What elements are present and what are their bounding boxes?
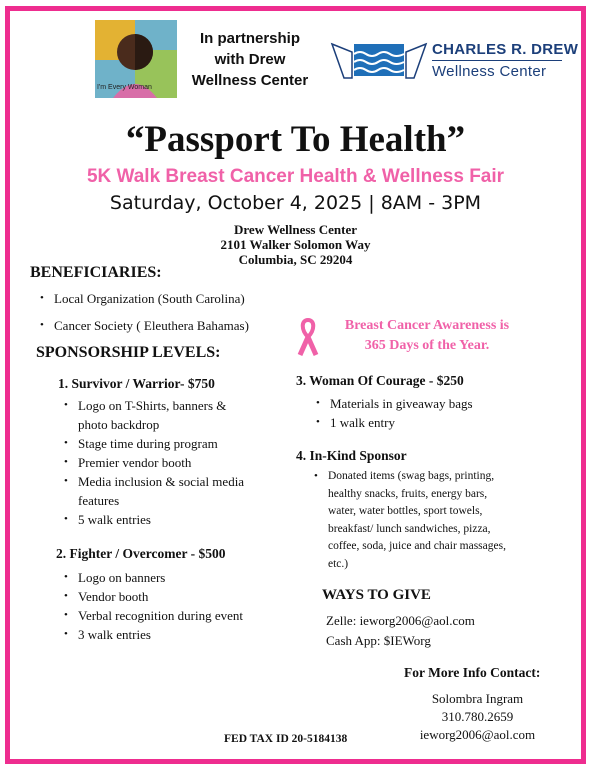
org-subtitle: Wellness Center bbox=[432, 63, 547, 80]
ways-to-give-heading: WAYS TO GIVE bbox=[322, 587, 431, 603]
list-item: • Media inclusion & social media features bbox=[62, 472, 252, 510]
list-item: • 5 walk entries bbox=[62, 510, 252, 529]
level-title: 3. Woman Of Courage - $250 bbox=[296, 373, 464, 388]
list-item: • Vendor booth bbox=[62, 587, 252, 606]
address-line: Drew Wellness Center bbox=[234, 222, 357, 237]
level-title: 2. Fighter / Overcomer - $500 bbox=[56, 546, 226, 561]
address-line: 2101 Walker Solomon Way bbox=[220, 237, 371, 252]
list-item: • Logo on banners bbox=[62, 568, 252, 587]
level-4-list bbox=[312, 468, 517, 573]
list-item: • Cancer Society ( Eleuthera Bahamas) bbox=[38, 316, 288, 335]
sponsorship-heading: SPONSORSHIP LEVELS: bbox=[36, 344, 221, 361]
event-subtitle: 5K Walk Breast Cancer Health & Wellness Fair bbox=[86, 166, 505, 187]
list-item: • Verbal recognition during event bbox=[62, 606, 252, 625]
contact-line: 310.780.2659 bbox=[441, 709, 514, 724]
tax-id: FED TAX ID 20-5184138 bbox=[224, 733, 348, 745]
partnership-text bbox=[180, 28, 320, 91]
list-item: • Premier vendor booth bbox=[62, 453, 252, 472]
pink-ribbon-icon bbox=[297, 317, 319, 357]
drew-logo-icon bbox=[330, 40, 428, 80]
partner-line: In partnership bbox=[199, 30, 300, 47]
artwork-caption: I'm Every Woman bbox=[97, 84, 152, 91]
give-line: Cash App: $IEWorg bbox=[326, 633, 431, 648]
give-line: Zelle: ieworg2006@aol.com bbox=[326, 613, 475, 628]
event-title: “Passport To Health” bbox=[125, 119, 466, 160]
level-3-list bbox=[314, 394, 534, 432]
ways-to-give-lines bbox=[326, 611, 475, 651]
org-name: CHARLES R. DREW bbox=[432, 41, 579, 58]
list-item: • Stage time during program bbox=[62, 434, 252, 453]
list-item: • Logo on T-Shirts, banners & photo backdrop bbox=[62, 396, 252, 434]
contact-line: Solombra Ingram bbox=[431, 691, 524, 706]
event-address bbox=[0, 222, 591, 267]
contact-lines bbox=[400, 690, 555, 744]
list-item: • 1 walk entry bbox=[314, 413, 534, 432]
beneficiaries-heading: BENEFICIARIES: bbox=[30, 264, 162, 281]
level-title: 4. In-Kind Sponsor bbox=[296, 448, 407, 463]
contact-heading: For More Info Contact: bbox=[404, 665, 541, 680]
event-date: Saturday, October 4, 2025 | 8AM - 3PM bbox=[109, 192, 482, 214]
awareness-line: Breast Cancer Awareness is bbox=[344, 318, 510, 333]
list-item: • Donated items (swag bags, printing, healthy snacks, fruits, energy bars, water, water bottles, sport towels, breakfast/ lunch sandwiches, pizza, coffee, soda, juice and chair massages, etc.) bbox=[312, 468, 517, 573]
contact-line: ieworg2006@aol.com bbox=[419, 727, 536, 742]
level-2-list bbox=[62, 568, 252, 644]
partner-line: Wellness Center bbox=[191, 72, 309, 89]
artwork-image bbox=[95, 20, 177, 98]
awareness-text bbox=[322, 316, 532, 356]
level-title bbox=[58, 376, 215, 392]
list-item: • Local Organization (South Carolina) bbox=[38, 289, 288, 308]
list-item: • Materials in giveaway bags bbox=[314, 394, 534, 413]
org-divider bbox=[432, 60, 562, 61]
beneficiaries-list bbox=[38, 289, 288, 335]
list-item: • 3 walk entries bbox=[62, 625, 252, 644]
level-1-list bbox=[62, 396, 252, 529]
awareness-line: 365 Days of the Year. bbox=[364, 338, 490, 353]
partner-line: with Drew bbox=[214, 51, 286, 68]
level-title-text: 1. Survivor / Warrior- $750 bbox=[58, 376, 215, 391]
address-line: Columbia, SC 29204 bbox=[238, 252, 353, 267]
